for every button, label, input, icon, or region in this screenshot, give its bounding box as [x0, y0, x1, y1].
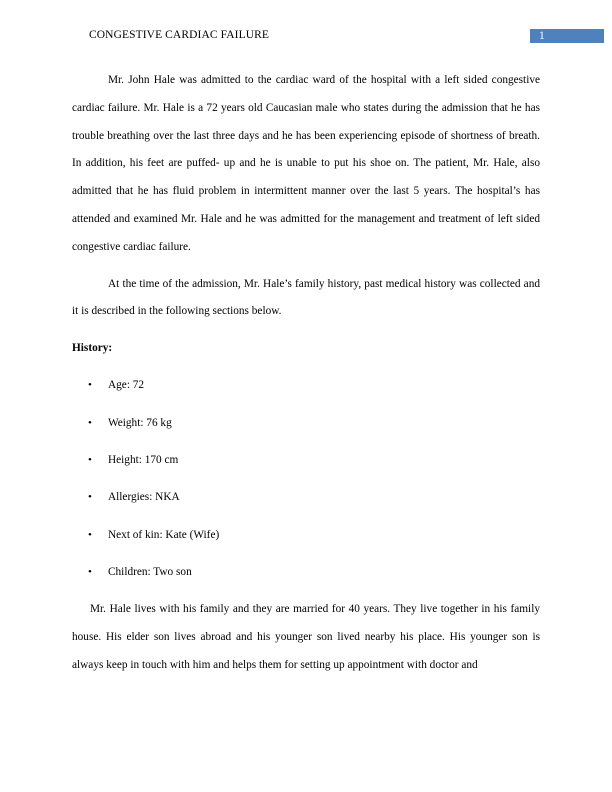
family-paragraph: Mr. Hale lives with his family and they are married for 40 years. They live together in his family house. His elder son lives abroad and his younger son lived nearby his place. His younger son is always keep in touch with him and helps them for setting up appointment with doctor and — [72, 603, 540, 671]
history-item-text: Age: 72 — [108, 379, 145, 392]
history-heading: History: — [72, 342, 113, 355]
history-item-weight — [72, 410, 540, 438]
history-item-children — [72, 559, 540, 587]
bullet-icon: • — [88, 566, 92, 579]
page-number: 1 — [539, 30, 545, 42]
bullet-icon: • — [88, 491, 92, 504]
history-item-next-of-kin — [72, 522, 540, 550]
history-item-height — [72, 447, 540, 475]
history-item-age — [72, 372, 540, 400]
history-item-text: Allergies: NKA — [108, 491, 180, 504]
admission-history-paragraph: At the time of the admission, Mr. Hale’s family history, past medical history was collected and it is described in the following sections below. — [72, 277, 540, 318]
history-list — [72, 372, 540, 587]
history-item-text: Children: Two son — [108, 566, 192, 579]
history-item-text: Height: 170 cm — [108, 454, 179, 467]
bullet-icon: • — [88, 379, 92, 392]
bullet-icon: • — [88, 528, 92, 541]
history-item-text: Weight: 76 kg — [108, 416, 172, 429]
history-item-allergies — [72, 484, 540, 512]
document-body — [72, 67, 540, 680]
bullet-icon: • — [88, 454, 92, 467]
history-item-text: Next of kin: Kate (Wife) — [108, 528, 220, 541]
page-number-bar — [530, 29, 604, 43]
running-head: CONGESTIVE CARDIAC FAILURE — [89, 29, 269, 41]
intro-paragraph: Mr. John Hale was admitted to the cardiac ward of the hospital with a left sided congestive cardiac failure. Mr. Hale is a 72 years old Caucasian male who states during the admission that he has trouble breathing over the last three days and he has been experiencing episode of shortness of breath. In addition, his feet are puffed- up and he is unable to put his shoe on. The patient, Mr. Hale, also admitted that he has fluid problem in intermittent manner over the last 5 years. The hospital’s has attended and examined Mr. Hale and he was admitted for the management and treatment of left sided congestive cardiac failure. — [72, 74, 540, 253]
bullet-icon: • — [88, 416, 92, 429]
